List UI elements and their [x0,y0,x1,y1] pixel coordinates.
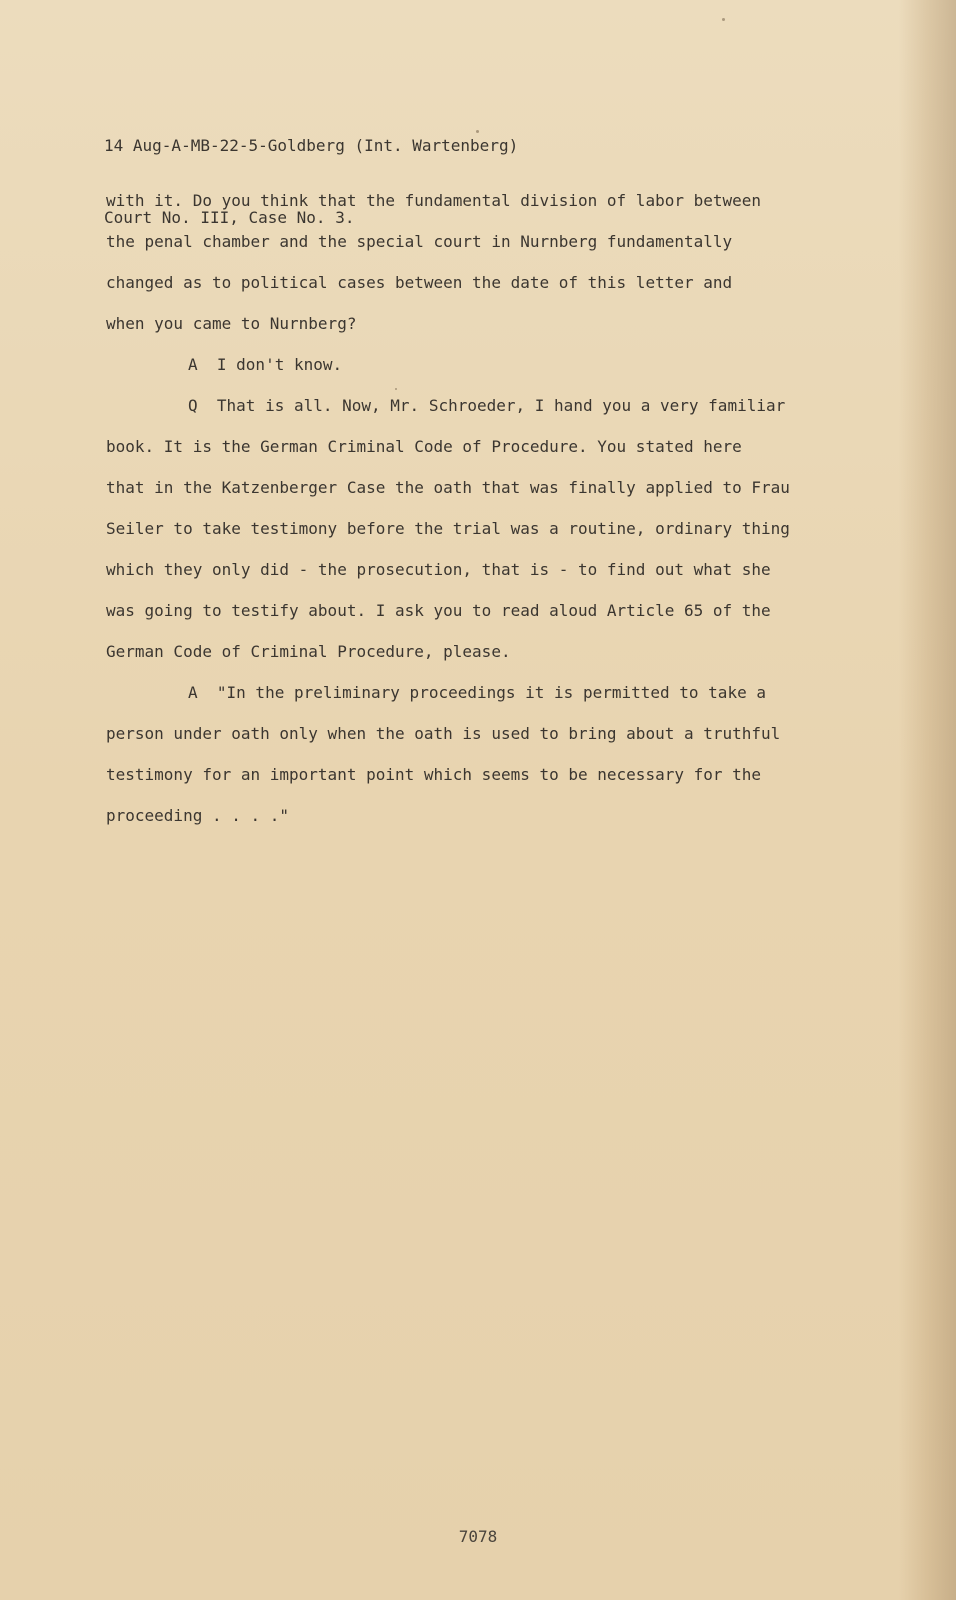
text-line: Seiler to take testimony before the trial was a routine, ordinary thing [106,519,790,538]
text-line: person under oath only when the oath is used to bring about a truthful [106,724,781,743]
text-line: was going to testify about. I ask you to read aloud Article 65 of the [106,601,771,620]
text-line: changed as to political cases between the date of this letter and [106,273,733,292]
answer-line: A "In the preliminary proceedings it is permitted to take a [188,683,766,702]
header-line-1: 14 Aug-A-MB-22-5-Goldberg (Int. Wartenberg) [104,136,519,155]
text-line: the penal chamber and the special court in Nurnberg fundamentally [106,232,733,251]
text-line: testimony for an important point which seems to be necessary for the [106,765,762,784]
paper-speck [395,388,397,390]
paper-speck [476,130,479,133]
transcript-body [106,180,846,836]
header-line-2: Court No. III, Case No. 3. [104,208,355,227]
text-line: book. It is the German Criminal Code of Procedure. You stated here [106,437,742,456]
text-line: with it. Do you think that the fundamental division of labor between [106,191,762,210]
answer-line: A I don't know. [188,355,343,374]
paper-speck [722,18,725,21]
text-line: which they only did - the prosecution, that is - to find out what she [106,560,771,579]
text-line: proceeding . . . ." [106,806,290,825]
text-line: German Code of Criminal Procedure, please. [106,642,511,661]
page-number: 7078 [458,1527,498,1546]
question-line: Q That is all. Now, Mr. Schroeder, I hand you a very familiar [188,396,786,415]
text-line: that in the Katzenberger Case the oath that was finally applied to Frau [106,478,790,497]
text-line: when you came to Nurnberg? [106,314,357,333]
